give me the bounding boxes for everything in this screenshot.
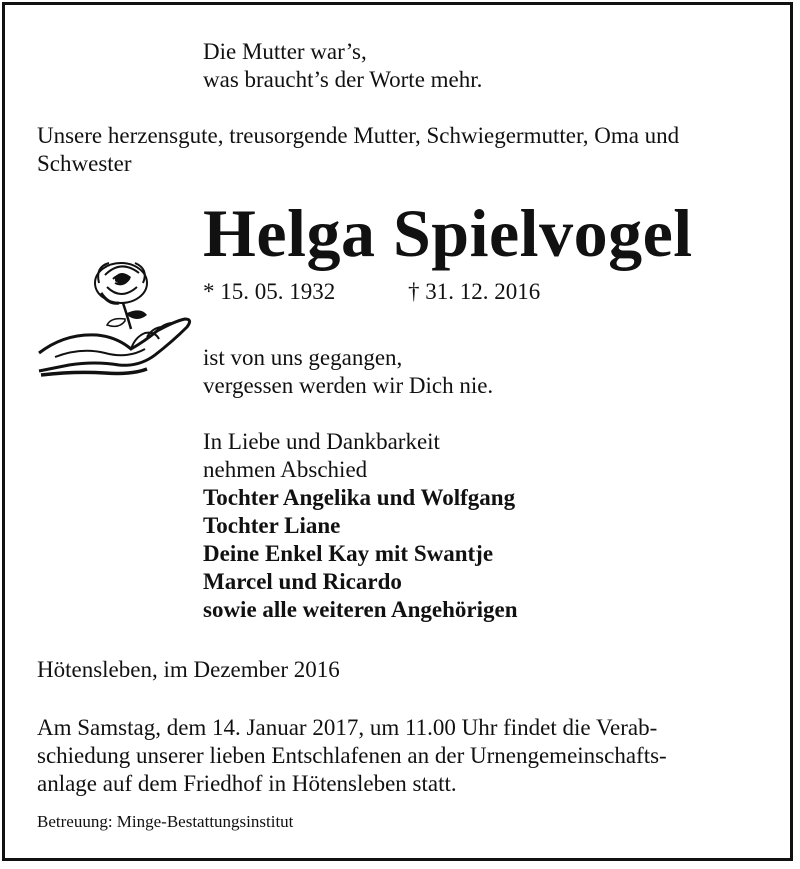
mourner-4: Marcel und Ricardo [203,569,402,594]
farewell-line-1: In Liebe und Dankbarkeit [203,429,440,454]
place-date: Hötensleben, im Dezember 2016 [37,657,340,682]
motto-line-2: was braucht’s der Worte mehr. [203,67,483,92]
mourner-2: Tochter Liane [203,513,341,538]
ceremony-line-1: Am Samstag, dem 14. Januar 2017, um 11.00 Uhr findet die Verab- [37,715,658,740]
passing-line-2: vergessen werden wir Dich nie. [203,373,494,398]
rose-in-hands-icon [35,253,200,388]
ceremony-line-3: anlage auf dem Friedhof in Hötensleben statt. [37,771,457,796]
undertaker-note: Betreuung: Minge-Bestattungsinstitut [37,812,294,831]
passing-line-1: ist von uns gegangen, [203,345,403,370]
deceased-name: Helga Spielvogel [203,195,693,271]
intro-line-2: Schwester [37,151,132,176]
intro-line-1: Unsere herzensgute, treusorgende Mutter, Schwiegermutter, Oma und [37,123,680,148]
obituary-frame [2,2,793,861]
death-date: † 31. 12. 2016 [408,279,541,304]
farewell-line-2: nehmen Abschied [203,457,368,482]
motto-line-1: Die Mutter war’s, [203,39,367,64]
mourner-3: Deine Enkel Kay mit Swantje [203,541,494,566]
mourner-5: sowie alle weiteren Angehörigen [203,597,518,622]
birth-date: * 15. 05. 1932 [203,279,336,304]
ceremony-line-2: schiedung unserer lieben Entschlafenen an der Urnengemeinschafts- [37,743,667,768]
mourner-1: Tochter Angelika und Wolfgang [203,485,516,510]
